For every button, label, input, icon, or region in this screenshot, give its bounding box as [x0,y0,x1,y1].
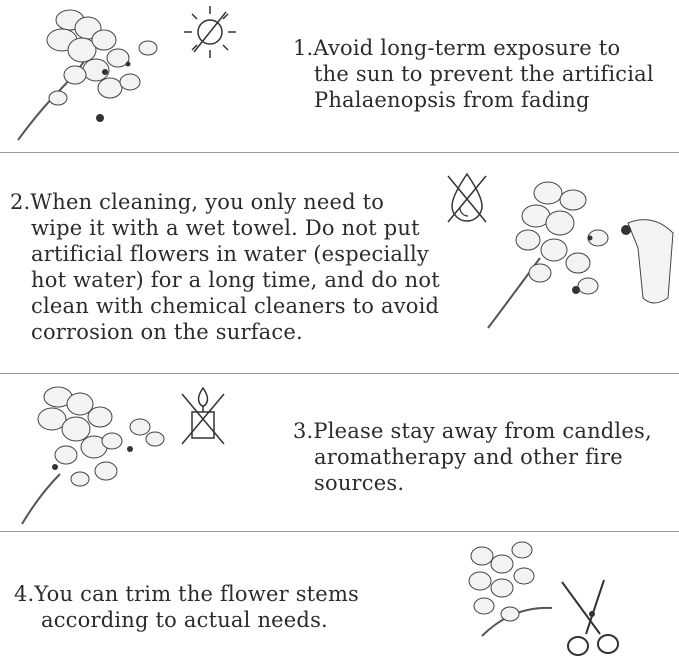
care-text-1 [293,35,654,113]
no-candle-icon [178,384,228,448]
care-line: aromatherapy and other fire [314,445,623,469]
care-line: 1.Avoid long-term exposure to [293,36,621,60]
care-line: hot water) for a long time, and do not [31,268,440,292]
care-section-1 [0,0,679,150]
care-line: 4.You can trim the flower stems [14,582,360,606]
care-line: the sun to prevent the artificial [314,62,654,86]
care-line: wipe it with a wet towel. Do not put [31,216,420,240]
care-line: according to actual needs. [41,608,328,632]
care-line: 3.Please stay away from candles, [293,419,652,443]
orchid-cleaning-illustration [478,178,678,338]
no-sun-icon [180,2,240,62]
orchid-illustration [0,0,160,150]
care-section-3 [0,374,679,531]
care-line: Phalaenopsis from fading [314,88,590,112]
care-line: clean with chemical cleaners to avoid [31,294,440,318]
care-line: corrosion on the surface. [31,320,303,344]
care-text-4 [14,581,359,633]
care-line: sources. [314,471,405,495]
care-line: 2.When cleaning, you only need to [10,190,385,214]
orchid-illustration [10,379,170,529]
care-section-2 [0,153,679,373]
care-text-3 [293,418,652,496]
care-section-4 [0,532,679,668]
scissors-icon [552,572,632,662]
care-line: artificial flowers in water (especially [31,242,429,266]
care-text-2 [10,189,440,345]
